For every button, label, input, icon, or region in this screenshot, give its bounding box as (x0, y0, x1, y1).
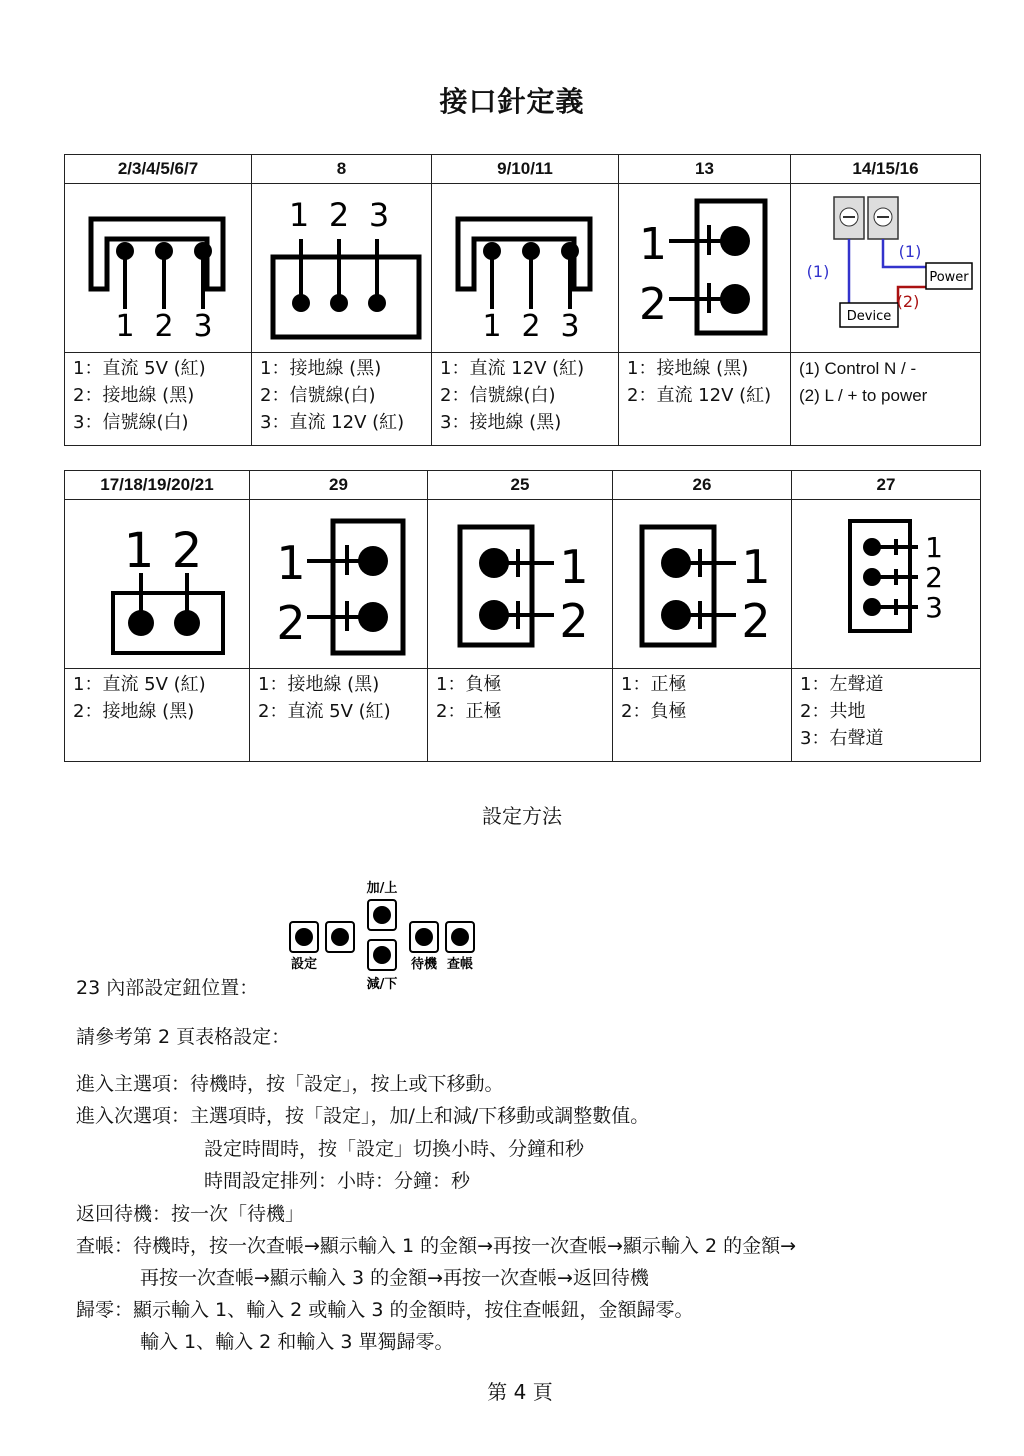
connector-2pin-diagram (250, 500, 428, 669)
column-header: 8 (252, 155, 432, 184)
desc-line: 3：直流 12V (紅) (260, 412, 405, 433)
pin-label: 2 (638, 279, 667, 330)
page-title: 接口針定義 (439, 85, 585, 118)
desc-line: 2：正極 (436, 701, 502, 722)
pin-description (250, 669, 428, 762)
paragraph: 進入主選項：待機時，按「設定」，按上或下移動。 (76, 1073, 504, 1095)
paragraph: 23 內部設定鈕位置： (76, 977, 259, 999)
connector-3pin-icon (806, 507, 966, 657)
connector-2pin-icon (77, 507, 237, 657)
device-label: Device (846, 309, 892, 324)
desc-line: (1) Control N / - (799, 359, 917, 378)
column-header: 2/3/4/5/6/7 (65, 155, 252, 184)
pin-label: 2 (171, 523, 203, 579)
connector-2pin-icon (622, 507, 782, 657)
desc-line: 1：左聲道 (800, 674, 884, 695)
connector-2pin-diagram (619, 184, 791, 353)
pin-label: 2 (559, 594, 589, 648)
pin-description (428, 669, 613, 762)
paragraph: 輸入 1、輸入 2 和輸入 3 單獨歸零。 (140, 1331, 454, 1353)
pin-label: 1 (925, 531, 943, 564)
terminal-label: (2) (896, 292, 920, 311)
paragraph: 返回待機：按一次「待機」 (76, 1203, 305, 1225)
column-header: 14/15/16 (791, 155, 981, 184)
desc-line: 1：接地線 (黑) (258, 674, 380, 695)
connector-2pin-diagram (65, 500, 250, 669)
connector-3pin-diagram (252, 184, 432, 353)
paragraph: 請參考第 2 頁表格設定： (76, 1026, 291, 1048)
desc-line: 2：負極 (621, 701, 687, 722)
desc-line: 1：接地線 (黑) (627, 358, 749, 379)
relay-terminal-icon (798, 191, 973, 341)
pin-description (65, 669, 250, 762)
column-header: 29 (250, 471, 428, 500)
pin-label: 3 (193, 309, 213, 341)
desc-line: 1：直流 5V (紅) (73, 358, 206, 379)
column-header: 13 (619, 155, 791, 184)
column-header: 25 (428, 471, 613, 500)
paragraph: 查帳：待機時，按一次查帳→顯示輸入 1 的金額→再按一次查帳→顯示輸入 2 的金額→ (76, 1235, 797, 1257)
terminal-label: (1) (806, 262, 830, 281)
pin-label: 1 (288, 196, 310, 234)
pin-label: 1 (559, 540, 589, 594)
paragraph: 歸零：顯示輸入 1、輸入 2 或輸入 3 的金額時，按住查帳鈕，金額歸零。 (76, 1299, 694, 1321)
pin-table-2 (64, 470, 981, 762)
paragraph: 再按一次查帳→顯示輸入 3 的金額→再按一次查帳→返回待機 (140, 1267, 649, 1289)
pin-table-1 (64, 154, 981, 446)
sub-down-label: 減/下 (366, 977, 398, 992)
paragraph: 時間設定排列：小時：分鐘：秒 (204, 1170, 471, 1192)
desc-line: (2) L / + to power (799, 386, 928, 405)
standby-label: 待機 (410, 957, 438, 972)
pin-label: 3 (368, 196, 390, 234)
section-title: 設定方法 (482, 804, 562, 828)
column-header: 27 (792, 471, 981, 500)
pin-description (65, 353, 252, 446)
desc-line: 2：共地 (800, 701, 866, 722)
connector-3pin-icon (73, 191, 243, 341)
desc-line: 2：直流 5V (紅) (258, 701, 391, 722)
desc-line: 3：接地線 (黑) (440, 412, 562, 433)
pin-label: 3 (560, 309, 580, 341)
column-header: 17/18/19/20/21 (65, 471, 250, 500)
pin-label: 1 (275, 536, 306, 590)
desc-line: 2：信號線(白) (440, 385, 556, 406)
paragraph: 設定時間時，按「設定」切換小時、分鐘和秒 (204, 1138, 585, 1160)
pin-label: 1 (115, 309, 135, 341)
pin-label: 2 (275, 596, 306, 650)
setting-label: 設定 (290, 957, 318, 972)
column-header: 26 (613, 471, 792, 500)
connector-3pin-icon (440, 191, 610, 341)
pin-label: 2 (154, 309, 174, 341)
check-label: 查帳 (446, 957, 474, 972)
button-layout-icon (282, 876, 482, 996)
connector-3pin-icon (259, 191, 424, 341)
connector-3pin-diagram (65, 184, 252, 353)
pin-label: 1 (123, 523, 155, 579)
desc-line: 2：接地線 (黑) (73, 385, 195, 406)
pin-label: 2 (521, 309, 541, 341)
pin-description (791, 353, 981, 446)
connector-2pin-icon (440, 507, 600, 657)
pin-description (792, 669, 981, 762)
pin-description (252, 353, 432, 446)
desc-line: 1：直流 5V (紅) (73, 674, 206, 695)
connector-2pin-diagram (428, 500, 613, 669)
button-panel-diagram (282, 876, 482, 996)
pin-label: 3 (925, 591, 943, 624)
desc-line: 1：正極 (621, 674, 687, 695)
desc-line: 3：信號線(白) (73, 412, 189, 433)
connector-2pin-icon (259, 507, 419, 657)
desc-line: 1：直流 12V (紅) (440, 358, 585, 379)
add-up-label: 加/上 (366, 881, 398, 896)
pin-label: 1 (638, 219, 667, 270)
pin-description (619, 353, 791, 446)
connector-2pin-diagram (613, 500, 792, 669)
audio-connector-diagram (792, 500, 981, 669)
pin-description (613, 669, 792, 762)
desc-line: 1：負極 (436, 674, 502, 695)
desc-line: 2：直流 12V (紅) (627, 385, 772, 406)
pin-label: 2 (925, 561, 943, 594)
pin-description (432, 353, 619, 446)
column-header: 9/10/11 (432, 155, 619, 184)
power-label: Power (929, 270, 969, 285)
pin-label: 1 (482, 309, 502, 341)
relay-diagram (791, 184, 981, 353)
connector-3pin-diagram (432, 184, 619, 353)
pin-label: 1 (741, 540, 771, 594)
desc-line: 1：接地線 (黑) (260, 358, 382, 379)
connector-2pin-icon (625, 191, 785, 341)
pin-label: 2 (741, 594, 771, 648)
page-number: 第 4 頁 (487, 1380, 553, 1404)
desc-line: 3：右聲道 (800, 728, 884, 749)
paragraph: 進入次選項：主選項時，按「設定」，加/上和減/下移動或調整數值。 (76, 1105, 650, 1127)
desc-line: 2：信號線(白) (260, 385, 376, 406)
desc-line: 2：接地線 (黑) (73, 701, 195, 722)
terminal-label: (1) (898, 242, 922, 261)
pin-label: 2 (328, 196, 350, 234)
